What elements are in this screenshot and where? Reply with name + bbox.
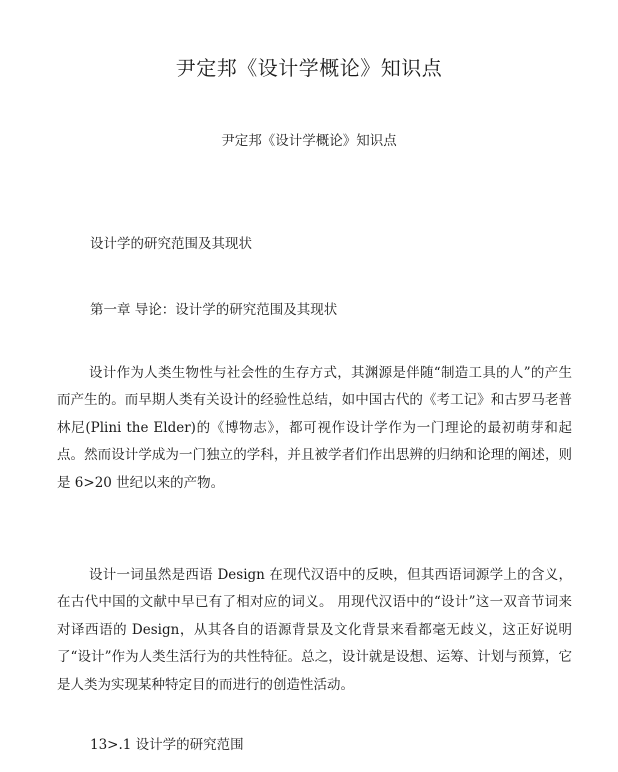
- chapter-heading: 第一章 导论：设计学的研究范围及其现状: [90, 302, 338, 318]
- body-paragraph: 设计一词虽然是西语 Design 在现代汉语中的反映，但其西语词源学上的含义，在古代中国的文献中早已有了相对应的词义。 用现代汉语中的“设计”这一双音节词来对译西语的 Design，从其各自的语源背景及文化背景来看都毫无歧义，这正好说明了“设计”作为人类生活行为的共性特征。总之，设计就是设想、运筹、计划与预算，它是人类为实现某种特定目的而进行的创造性活动。: [57, 567, 572, 693]
- section-heading: 设计学的研究范围及其现状: [90, 236, 252, 252]
- document-subtitle: 尹定邦《设计学概论》知识点: [221, 133, 397, 149]
- subsection-heading: 13>.1 设计学的研究范围: [90, 737, 244, 753]
- body-paragraph: 设计作为人类生物性与社会性的生存方式，其渊源是伴随“制造工具的人”的产生而产生的。而早期人类有关设计的经验性总结，如中国古代的《考工记》和古罗马老普林尼(Plini the Elder)的《博物志》，都可视作设计学作为一门理论的最初萌芽和起点。然而设计学成为一门独立的学科，并且被学者们作出思辨的归纳和论理的阐述，则是 6>20 世纪以来的产物。: [57, 365, 572, 491]
- page-title: 尹定邦《设计学概论》知识点: [175, 56, 443, 80]
